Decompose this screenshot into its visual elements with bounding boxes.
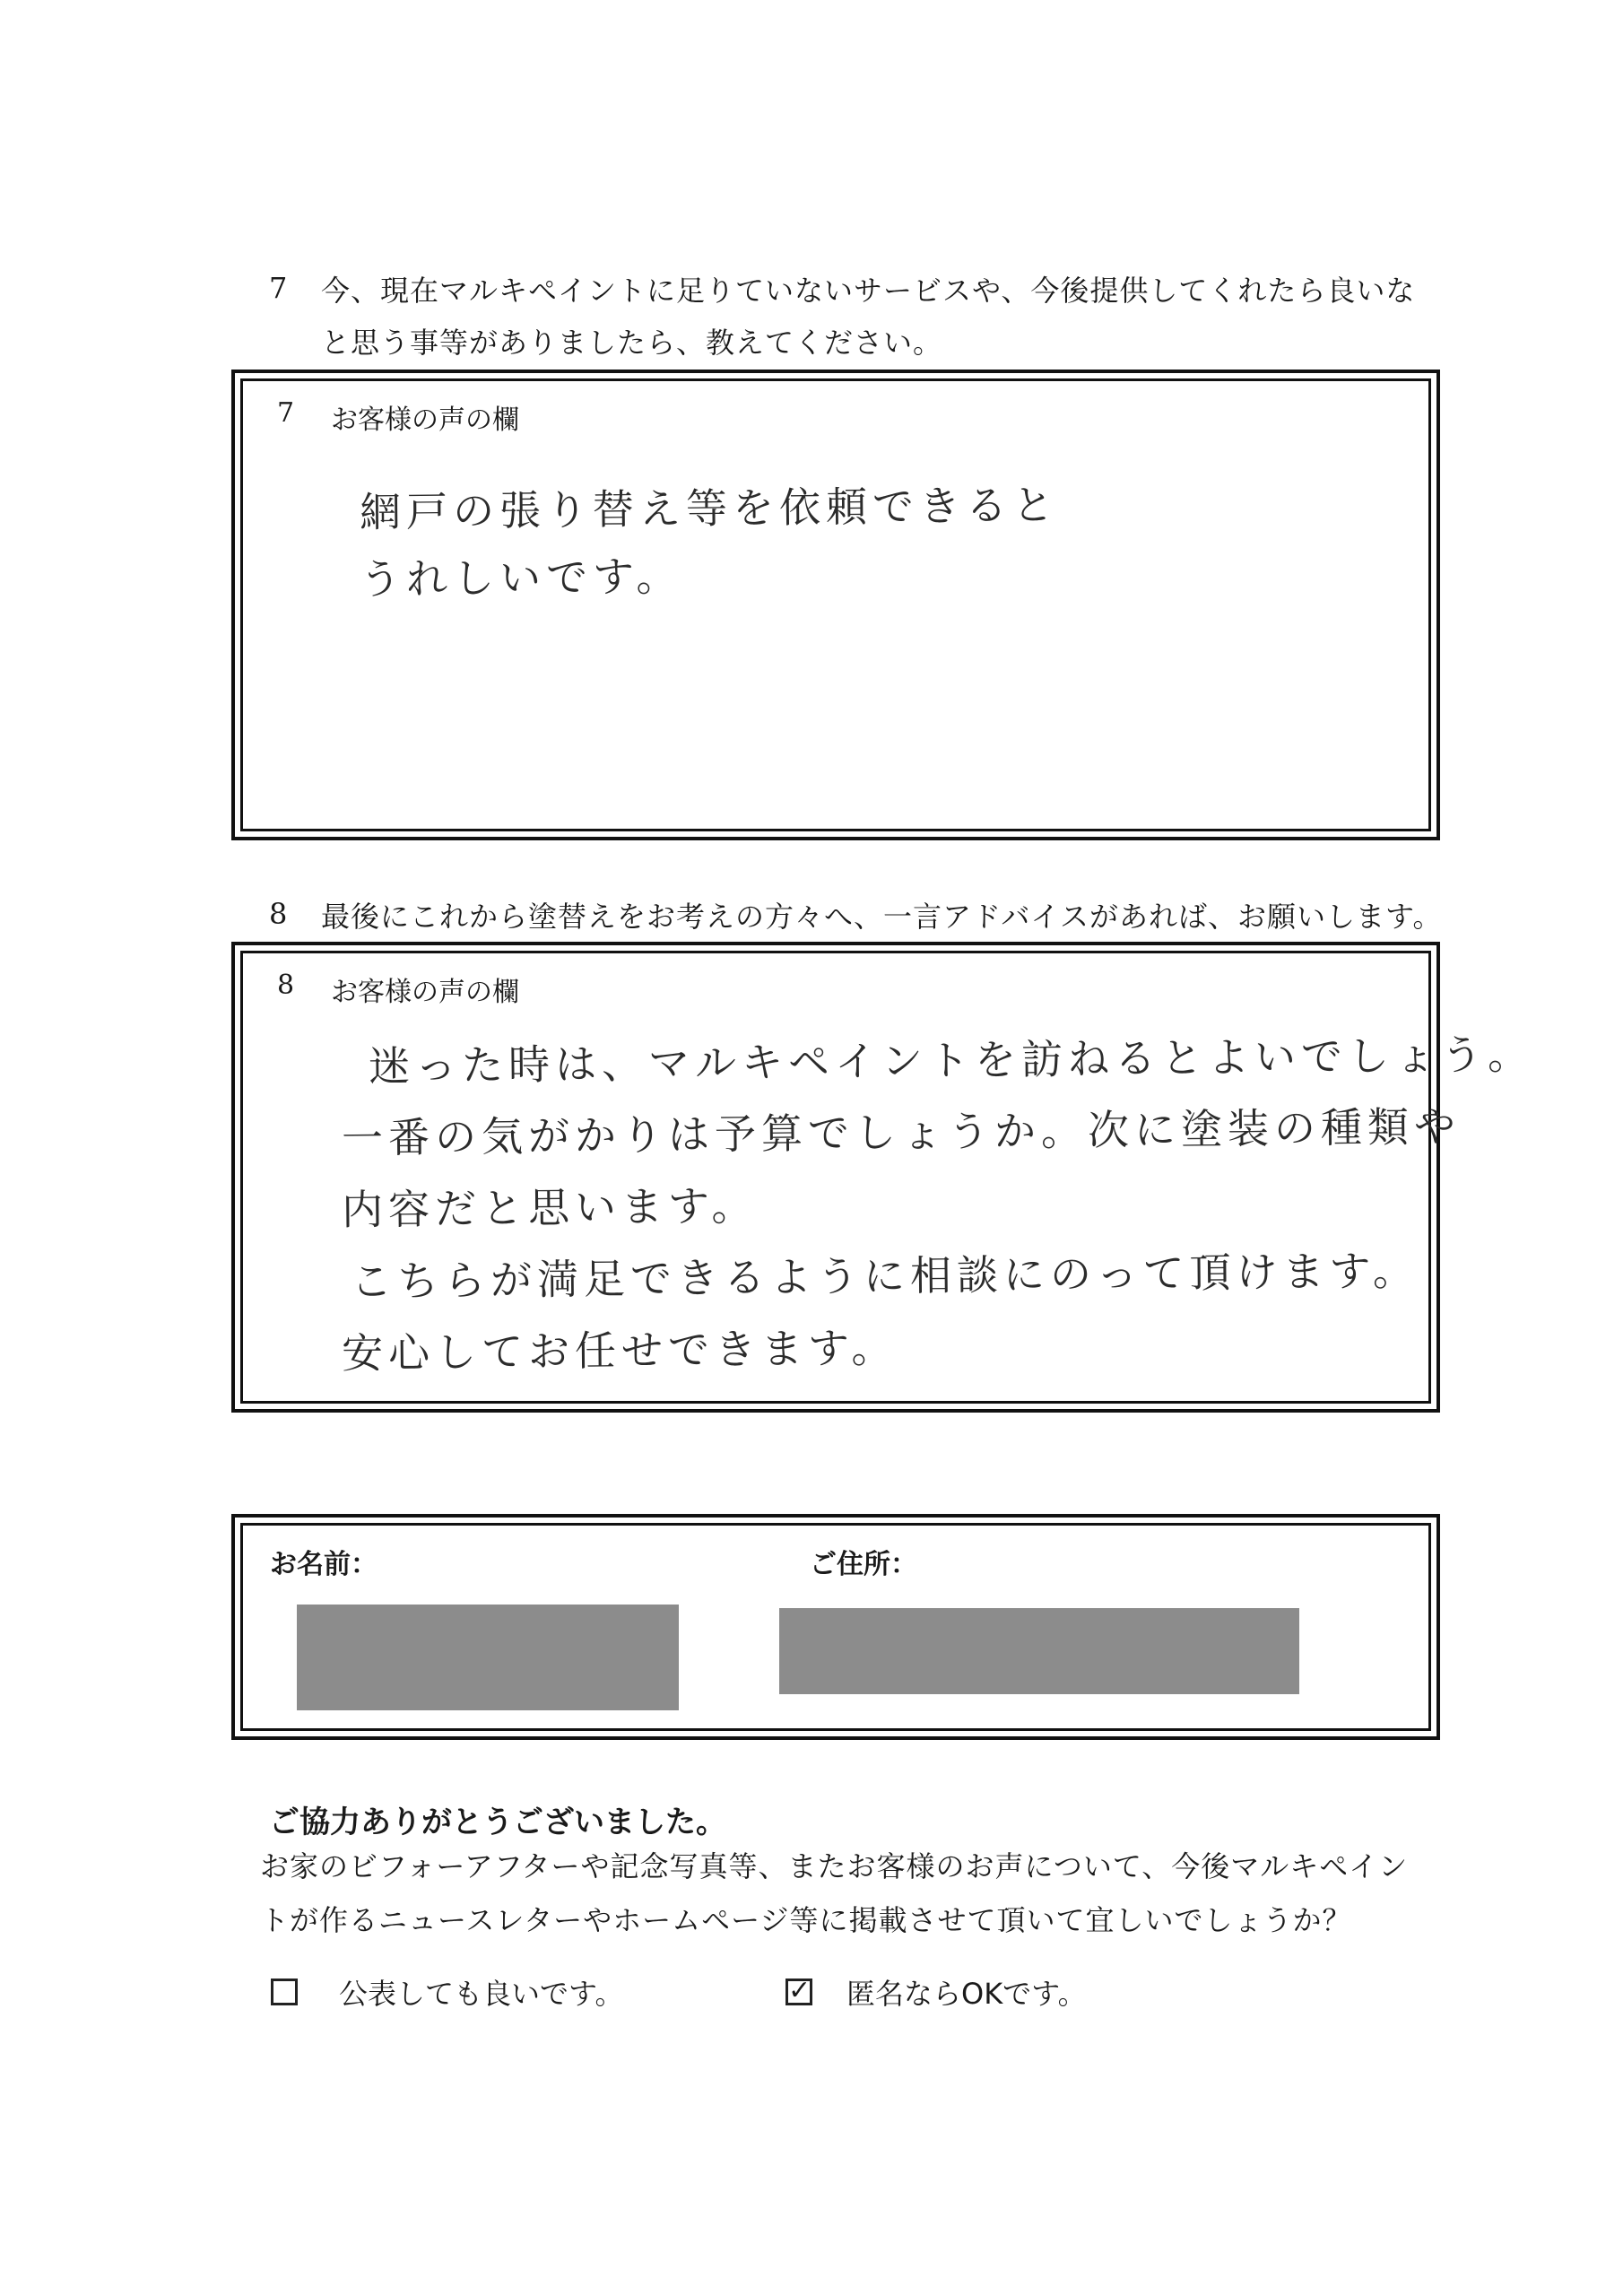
publication-question-line1: お家のビフォーアフターや記念写真等、またお客様のお声について、今後マルキペイン [260, 1849, 1409, 1883]
publication-question-line2: トが作るニュースレターやホームページ等に掲載させて頂いて宜しいでしょうか？ [260, 1903, 1352, 1937]
question-8-answer-line: 一番の気がかりは予算でしょうか。次に塗装の種類や [341, 1101, 1462, 1162]
question-7-text-line1: 今、現在マルキペイントに足りていないサービスや、今後提供してくれたら良いな [321, 274, 1416, 308]
question-8-box-label: お客様の声の欄 [331, 977, 519, 1008]
question-8-answer-line: 安心してお任せできます。 [341, 1323, 898, 1378]
customer-info-box [231, 1514, 1440, 1740]
address-label: ご住所： [810, 1549, 917, 1580]
question-7-answer-box [231, 370, 1440, 840]
question-7-answer-line: 網戸の張り替え等を依頼できると [359, 480, 1060, 536]
question-8-text: 最後にこれから塗替えをお考えの方々へ、一言アドバイスがあれば、お願いします。 [321, 900, 1443, 934]
name-label: お名前： [270, 1549, 378, 1580]
question-8-answer-box [231, 942, 1535, 1413]
public-checkbox[interactable] [271, 1979, 298, 2005]
anonymous-option-label: 匿名ならOKです。 [846, 1977, 1087, 2011]
question-7-number: 7 [269, 271, 288, 305]
thanks-message: ご協力ありがとうございました。 [269, 1805, 726, 1840]
question-7-text-line2: と思う事等がありましたら、教えてください。 [321, 326, 943, 360]
question-7-box-number: 7 [277, 397, 295, 429]
question-8-number: 8 [269, 897, 288, 931]
question-7-answer-line: うれしいです。 [359, 552, 683, 604]
name-redaction [297, 1605, 679, 1710]
question-8-box-number: 8 [277, 970, 295, 1001]
question-8-answer-line: こちらが満足できるように相談にのって頂けます。 [350, 1246, 1420, 1306]
question-7-box-label: お客様の声の欄 [331, 404, 519, 436]
question-8-answer-line: 迷った時は、マルキペイントを訪ねるとよいでしょう。 [368, 1030, 1535, 1091]
address-redaction [779, 1608, 1299, 1694]
anonymous-checkbox[interactable]: ✓ [785, 1979, 812, 2005]
public-option-label: 公表しても良いです。 [339, 1977, 624, 2011]
question-8-answer-line: 内容だと思います。 [341, 1181, 759, 1234]
